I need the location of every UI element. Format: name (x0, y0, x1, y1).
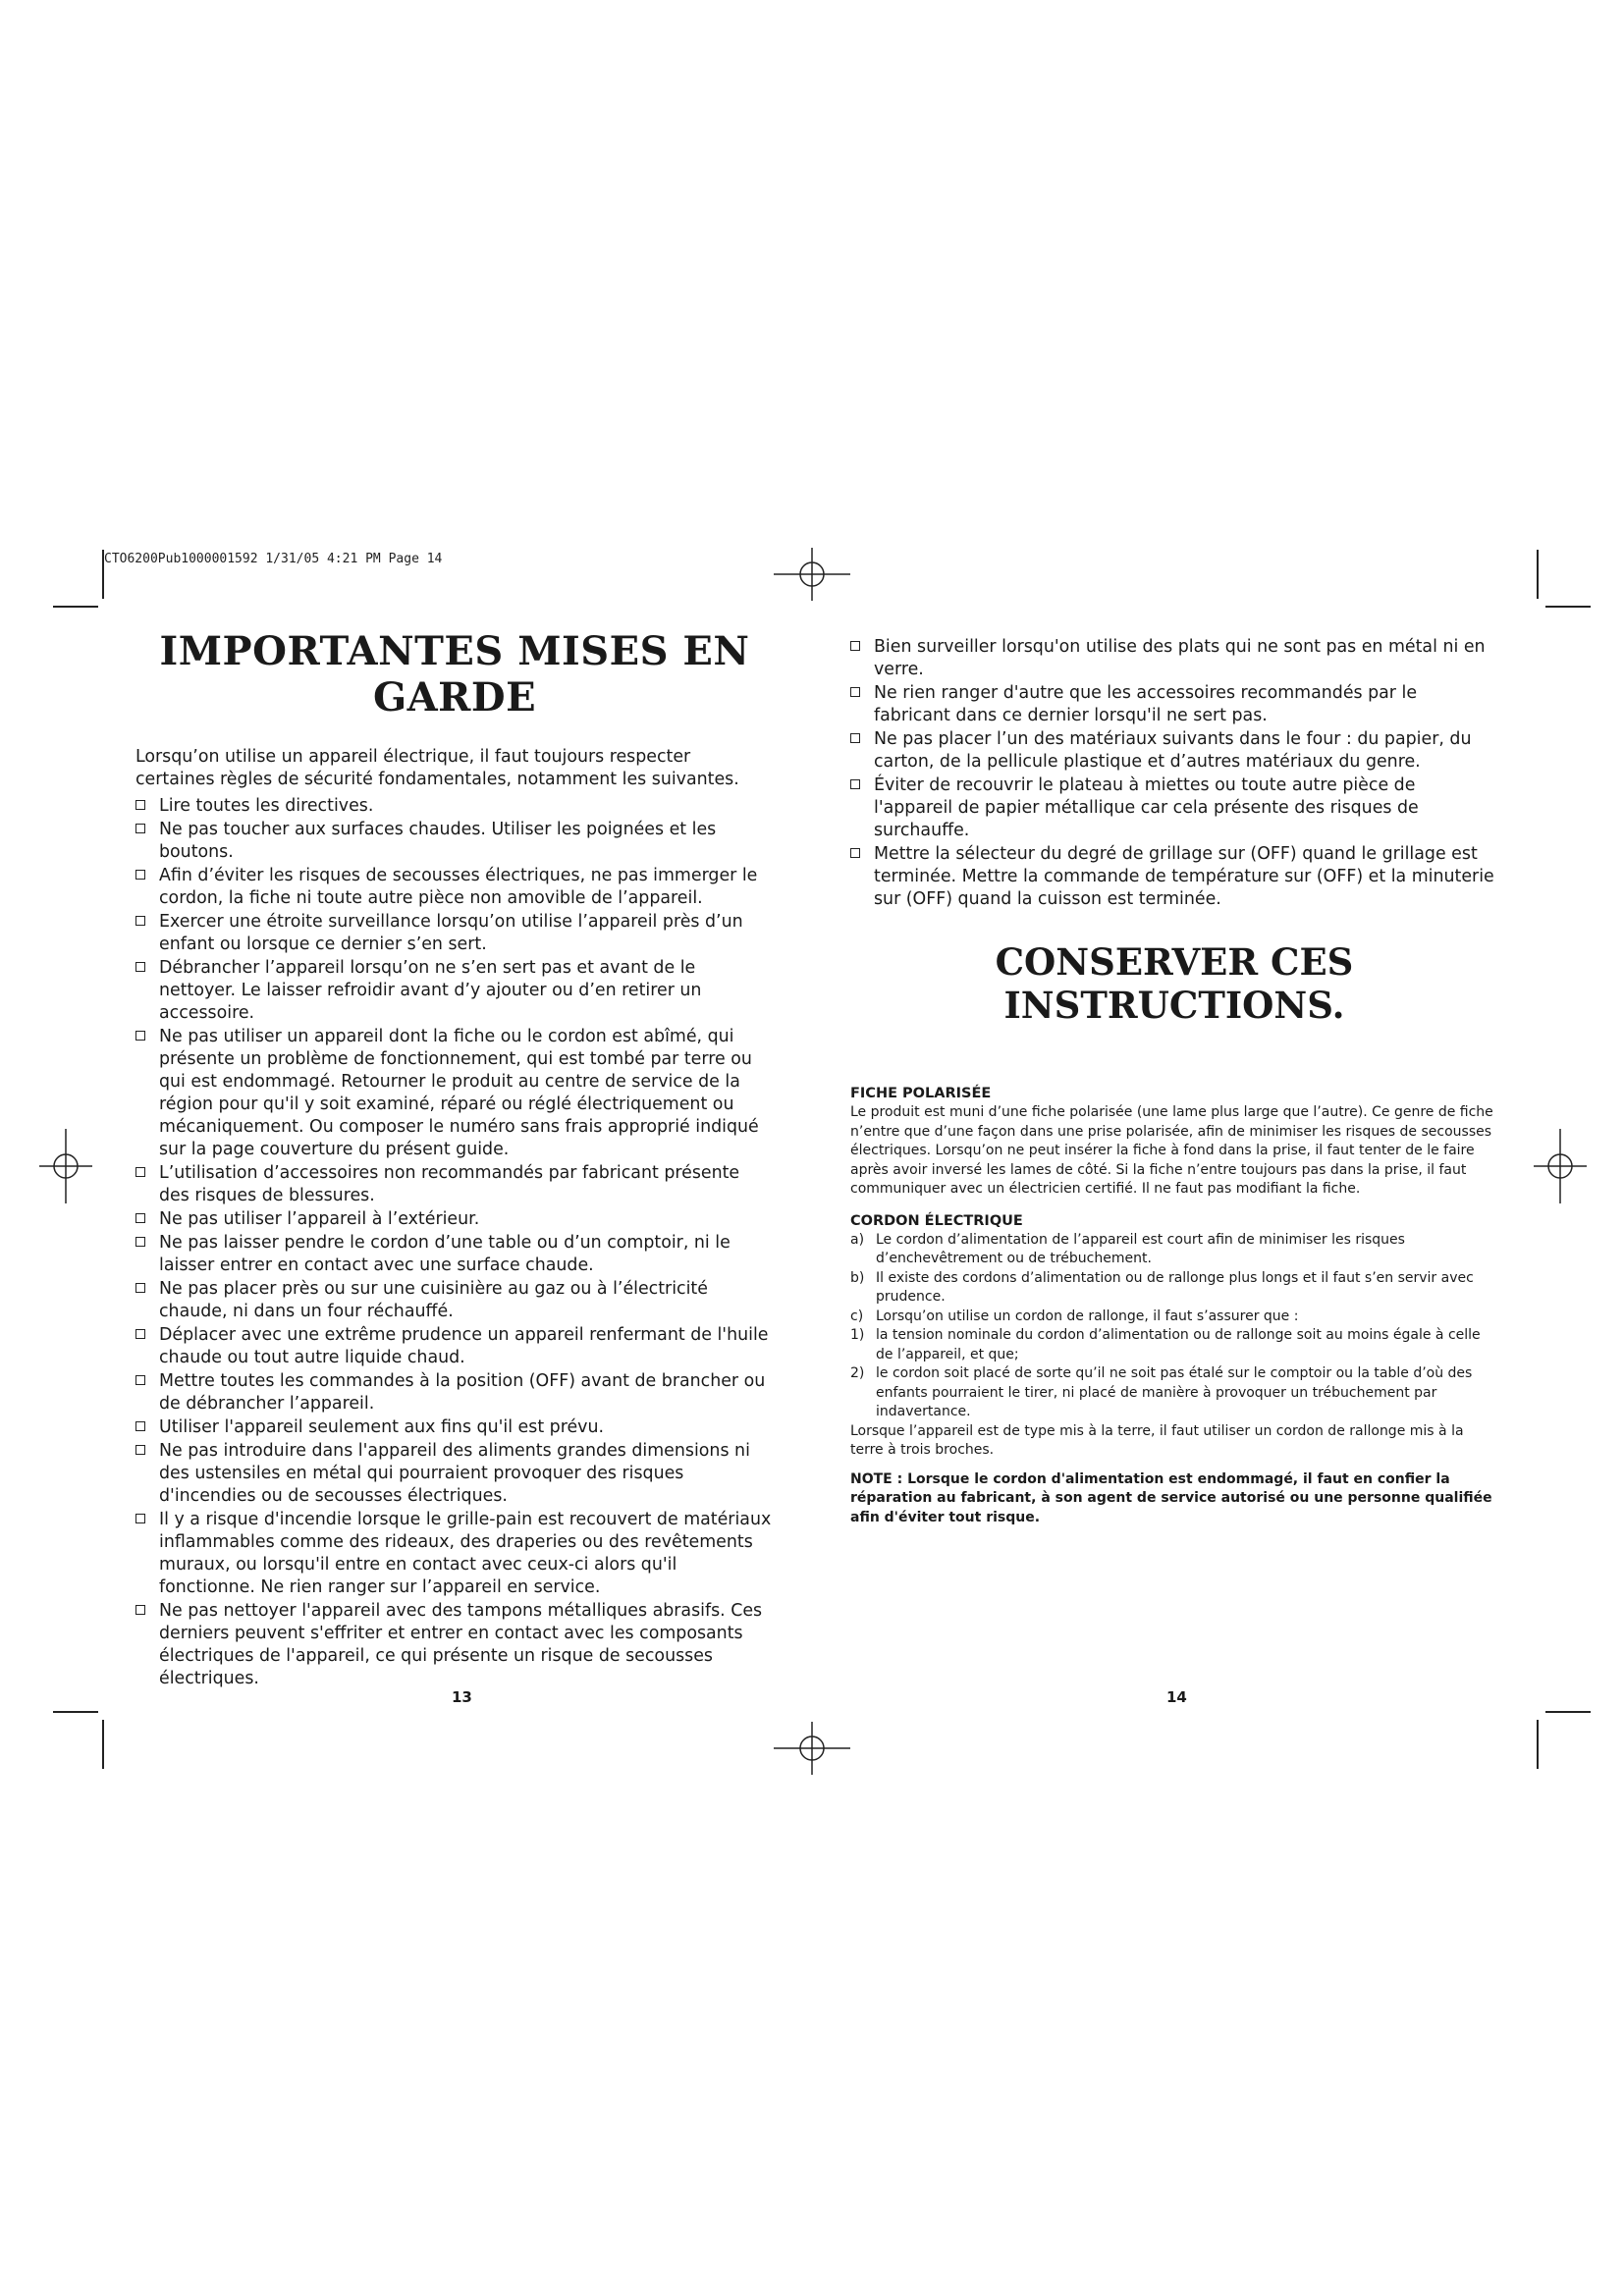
list-item-text: L’utilisation d’accessoires non recommandés par fabricant présente des risques de blessures. (159, 1163, 740, 1205)
list-item-text: Exercer une étroite surveillance lorsqu’on utilise l’appareil près d’un enfant ou lorsque ce dernier s’en sert. (159, 912, 743, 954)
grounding-text: Lorsque l’appareil est de type mis à la terre, il faut utiliser un cordon de rallonge mis à la terre à trois broches. (850, 1422, 1464, 1458)
registration-mark-icon (774, 1722, 850, 1775)
checkbox-bullet-icon (135, 1514, 145, 1523)
list-item-text: Débrancher l’appareil lorsqu’on ne s’en sert pas et avant de le nettoyer. Le laisser refroidir avant d’y ajouter ou d’en retirer un accessoire. (159, 958, 702, 1023)
list-item (850, 682, 1498, 727)
list-item (135, 1600, 774, 1690)
list-item-text: Il existe des cordons d’alimentation ou de rallonge plus longs et il faut s’en servir avec prudence. (876, 1269, 1474, 1305)
list-item (135, 819, 774, 864)
list-item (135, 957, 774, 1025)
safety-list (850, 636, 1498, 911)
list-item (135, 1509, 774, 1599)
cord-list (850, 1231, 1498, 1422)
registration-mark-icon (774, 548, 850, 601)
polarized-plug-text: Le produit est muni d’une fiche polarisée (une lame plus large que l’autre). Ce genre de fiche n’entre que d’une façon dans une prise polarisée, afin de minimiser les risques de secousses électriques. Lorsqu’on ne peut insérer la fiche à fond dans la prise, il faut tenter de le faire après avoir inversé les lames de côté. Si la fiche n’entre toujours pas dans la prise, il faut communiquer avec un électricien certifié. Il ne faut pas modifiant la fiche. (850, 1104, 1493, 1197)
list-item-text: Mettre toutes les commandes à la position (OFF) avant de brancher ou de débrancher l’appareil. (159, 1371, 766, 1414)
list-item (135, 1208, 774, 1231)
list-marker: 1) (850, 1327, 865, 1343)
list-item (135, 1440, 774, 1508)
list-item-text: Ne pas placer près ou sur une cuisinière au gaz ou à l’électricité chaude, ni dans un four réchauffé. (159, 1279, 708, 1321)
list-item (135, 865, 774, 910)
list-item (135, 1370, 774, 1415)
list-item-text: Ne pas toucher aux surfaces chaudes. Utiliser les poignées et les boutons. (159, 820, 717, 862)
list-item (135, 1416, 774, 1439)
list-marker: a) (850, 1231, 865, 1248)
list-item-text: Ne pas utiliser un appareil dont la fiche ou le cordon est abîmé, qui présente un problème de fonctionnement, qui est tombé par terre ou qui est endommagé. Retourner le produit au centre de service de la région pour qu'il y soit examiné, réparé ou réglé électriquement ou mécaniquement. Ou composer le numéro sans frais approprié indiqué sur la page couverture du présent guide. (159, 1027, 759, 1159)
crop-mark (1537, 550, 1539, 599)
list-item-text: Ne rien ranger d'autre que les accessoires recommandés par le fabricant dans ce dernier lorsqu'il ne sert pas. (874, 683, 1418, 725)
list-item (850, 1231, 1498, 1269)
checkbox-bullet-icon (850, 733, 860, 743)
list-item (135, 1232, 774, 1277)
list-item-text: Mettre la sélecteur du degré de grillage sur (OFF) quand le grillage est terminée. Mettre la commande de température sur (OFF) et la minuterie sur (OFF) quand la cuisson est terminée. (874, 844, 1494, 909)
print-slug: CTO6200Pub1000001592 1/31/05 4:21 PM Page 14 (104, 552, 443, 566)
list-item-text: Ne pas laisser pendre le cordon d’une table ou d’un comptoir, ni le laisser entrer en contact avec une surface chaude. (159, 1233, 731, 1275)
list-item-text: Ne pas nettoyer l'appareil avec des tampons métalliques abrasifs. Ces derniers peuvent s'effriter et entrer en contact avec les composants électriques de l'appareil, ce qui présente un risque de secousses électriques. (159, 1601, 763, 1688)
crop-mark (53, 1711, 98, 1713)
checkbox-bullet-icon (135, 1237, 145, 1247)
page-title: IMPORTANTES MISES EN GARDE (159, 628, 750, 721)
checkbox-bullet-icon (135, 1329, 145, 1339)
checkbox-bullet-icon (135, 824, 145, 833)
checkbox-bullet-icon (135, 962, 145, 972)
crop-mark (53, 606, 98, 608)
list-item-text: Ne pas utiliser l’appareil à l’extérieur. (159, 1209, 480, 1229)
list-item (135, 1026, 774, 1161)
list-item-text: Ne pas introduire dans l'appareil des aliments grandes dimensions ni des ustensiles en métal qui pourraient provoquer des risques d'incendies ou de secousses électriques. (159, 1441, 750, 1506)
list-item (850, 1364, 1498, 1422)
list-item (850, 1269, 1498, 1308)
checkbox-bullet-icon (135, 1283, 145, 1293)
checkbox-bullet-icon (135, 1167, 145, 1177)
page-number: 13 (452, 1688, 472, 1706)
list-marker: 2) (850, 1365, 865, 1381)
list-item-text: Lire toutes les directives. (159, 796, 374, 816)
safety-list (135, 795, 774, 1690)
crop-mark (102, 1720, 104, 1769)
list-item-text: le cordon soit placé de sorte qu’il ne soit pas étalé sur le comptoir ou la table d’où des enfants pourraient le tirer, ni placé de manière à provoquer un trébuchement par indavertance. (876, 1365, 1473, 1419)
list-item-text: Déplacer avec une extrême prudence un appareil renfermant de l'huile chaude ou tout autre liquide chaud. (159, 1325, 769, 1367)
list-item-text: la tension nominale du cordon d’alimentation ou de rallonge soit au moins égale à celle de l’appareil, et que; (876, 1327, 1481, 1362)
list-item (850, 843, 1498, 911)
list-item (850, 1326, 1498, 1364)
list-item (135, 911, 774, 956)
crop-mark (1537, 1720, 1539, 1769)
registration-mark-icon (39, 1129, 92, 1203)
list-item-text: Éviter de recouvrir le plateau à miettes ou toute autre pièce de l'appareil de papier métallique car cela présente des risques de surchauffe. (874, 775, 1419, 840)
list-item-text: Bien surveiller lorsqu'on utilise des plats qui ne sont pas en métal ni en verre. (874, 637, 1486, 679)
checkbox-bullet-icon (850, 687, 860, 697)
checkbox-bullet-icon (850, 641, 860, 651)
checkbox-bullet-icon (135, 1421, 145, 1431)
list-item-text: Il y a risque d'incendie lorsque le grille-pain est recouvert de matériaux inflammables comme des rideaux, des draperies ou des revêtements muraux, ou lorsqu'il entre en contact avec ceux-ci alors qu'il fonctionne. Ne rien ranger sur l’appareil en service. (159, 1510, 772, 1597)
cord-heading: CORDON ÉLECTRIQUE (850, 1212, 1023, 1229)
checkbox-bullet-icon (135, 1031, 145, 1041)
list-item-text: Utiliser l'appareil seulement aux fins qu'il est prévu. (159, 1417, 605, 1437)
checkbox-bullet-icon (850, 779, 860, 789)
list-item (135, 1162, 774, 1207)
crop-mark (1545, 606, 1591, 608)
list-item (135, 1324, 774, 1369)
section-title: CONSERVER CES INSTRUCTIONS. (995, 940, 1354, 1027)
checkbox-bullet-icon (135, 916, 145, 926)
registration-mark-icon (1534, 1129, 1587, 1203)
list-item-text: Ne pas placer l’un des matériaux suivants dans le four : du papier, du carton, de la pellicule plastique et d’autres matériaux du genre. (874, 729, 1472, 772)
list-item (850, 1308, 1498, 1327)
list-item-text: Afin d’éviter les risques de secousses électriques, ne pas immerger le cordon, la fiche ni toute autre pièce non amovible de l’appareil. (159, 866, 758, 908)
list-item (850, 636, 1498, 681)
note-text: NOTE : Lorsque le cordon d'alimentation est endommagé, il faut en confier la réparation au fabricant, à son agent de service autorisé ou une personne qualifiée afin d'éviter tout risque. (850, 1470, 1492, 1525)
crop-mark (1545, 1711, 1591, 1713)
intro-text: Lorsqu’on utilise un appareil électrique, il faut toujours respecter certaines règles de sécurité fondamentales, notamment les suivantes. (135, 747, 739, 789)
list-item-text: Le cordon d’alimentation de l’appareil est court afin de minimiser les risques d’enchevêtrement ou de trébuchement. (876, 1231, 1405, 1266)
right-page (850, 636, 1498, 1541)
checkbox-bullet-icon (135, 1605, 145, 1615)
checkbox-bullet-icon (135, 1213, 145, 1223)
list-marker: c) (850, 1308, 864, 1324)
checkbox-bullet-icon (135, 1375, 145, 1385)
list-item (135, 795, 774, 818)
left-page (135, 628, 774, 1691)
list-item (850, 774, 1498, 842)
checkbox-bullet-icon (135, 800, 145, 810)
page-number: 14 (1166, 1688, 1187, 1706)
checkbox-bullet-icon (850, 848, 860, 858)
list-marker: b) (850, 1269, 865, 1286)
checkbox-bullet-icon (135, 1445, 145, 1455)
polarized-plug-heading: FICHE POLARISÉE (850, 1086, 992, 1101)
list-item-text: Lorsqu’on utilise un cordon de rallonge, il faut s’assurer que : (876, 1308, 1299, 1324)
checkbox-bullet-icon (135, 870, 145, 880)
list-item (135, 1278, 774, 1323)
list-item (850, 728, 1498, 774)
